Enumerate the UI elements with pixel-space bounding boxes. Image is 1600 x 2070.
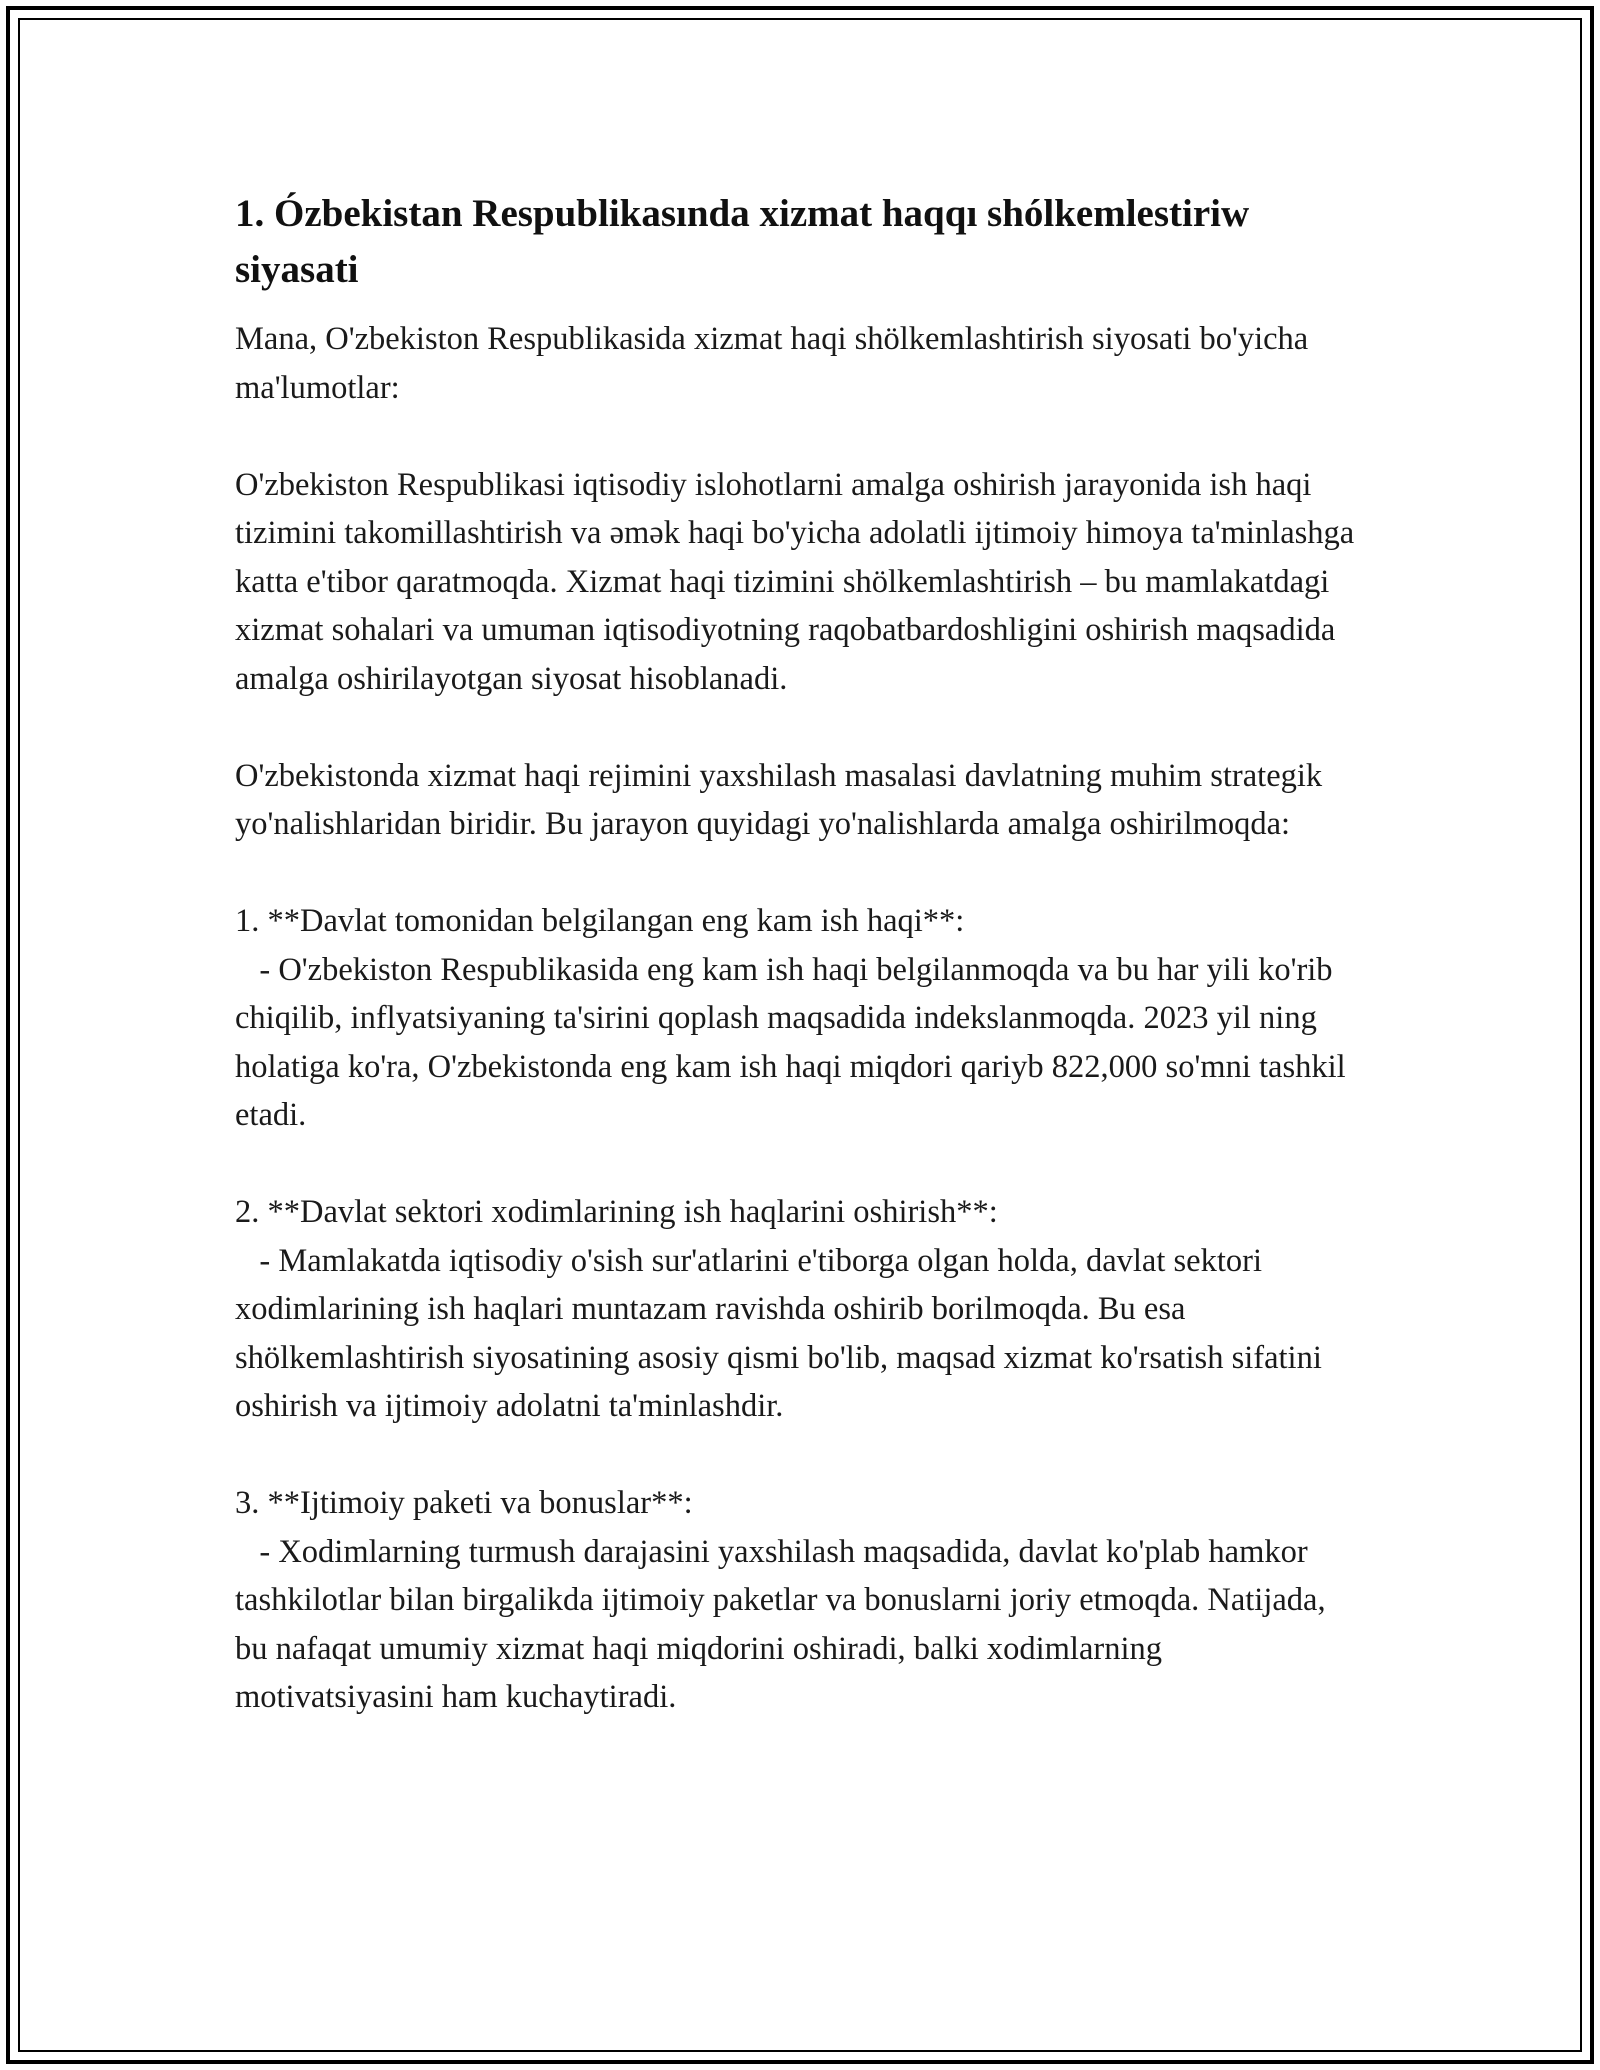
body-paragraph-1: O'zbekiston Respublikasi iqtisodiy islohotlarni amalga oshirish jarayonida ish haqi tizimini takomillashtirish va əmək haqi bo'yicha adolatli ijtimoiy himoya ta'minlashga katta e'tibor qaratmoqda. Xizmat haqi tizimini shölkemlashtirish – bu mamlakatdagi xizmat sohalari va umuman iqtisodiyotning raqobatbardoshligini oshirish maqsadida amalga oshirilayotgan siyosat hisoblanadi. — [235, 466, 1355, 697]
list-item-heading: 2. **Davlat sektori xodimlarining ish haqlarini oshirish**: — [235, 1194, 998, 1230]
paragraph-spacer — [235, 412, 1365, 461]
list-item-body-text: - Xodimlarning turmush darajasini yaxshilash maqsadida, davlat ko'plab hamkor tashkilotlar bilan birgalikda ijtimoiy paketlar va bonuslarni joriy etmoqda. Natijada, bu nafaqat umumiy xizmat haqi miqdorini oshiradi, balki xodimlarning motivatsiyasini ham kuchaytiradi. — [235, 1533, 1326, 1715]
list-item-body — [235, 946, 1365, 1140]
intro-paragraph: Mana, O'zbekiston Respublikasida xizmat haqi shölkemlashtirish siyosati bo'yicha ma'lumotlar: — [235, 321, 1309, 406]
list-item-1 — [235, 897, 1365, 1140]
list-item-3 — [235, 1479, 1365, 1722]
list-item-heading: 3. **Ijtimoiy paketi va bonuslar**: — [235, 1485, 693, 1521]
list-item-body-text: - O'zbekiston Respublikasida eng kam ish haqi belgilanmoqda va bu har yili ko'rib chiqilib, inflyatsiyaning ta'sirini qoplash maqsadida indekslanmoqda. 2023 yil ning holatiga ko'ra, O'zbekistonda eng kam ish haqi miqdori qariyb 822,000 so'mni tashkil etadi. — [235, 951, 1346, 1133]
paragraph-spacer — [235, 849, 1365, 898]
list-item-body — [235, 1237, 1365, 1431]
body-paragraph-2: O'zbekistonda xizmat haqi rejimini yaxshilash masalasi davlatning muhim strategik yo'nalishlaridan biridir. Bu jarayon quyidagi yo'nalishlarda amalga oshirilmoqda: — [235, 757, 1323, 842]
paragraph-spacer — [235, 1431, 1365, 1480]
list-item-body-text: - Mamlakatda iqtisodiy o'sish sur'atlarini e'tiborga olgan holda, davlat sektori xodimlarining ish haqlari muntazam ravishda oshirib borilmoqda. Bu esa shölkemlashtirish siyosatining asosiy qismi bo'lib, maqsad xizmat ko'rsatish sifatini oshirish va ijtimoiy adolatni ta'minlashdir. — [235, 1242, 1322, 1424]
document-title: 1. Ózbekistan Respublikasında xizmat haqqı shólkemlestiriw siyasati — [235, 192, 1250, 291]
list-item-heading: 1. **Davlat tomonidan belgilangan eng kam ish haqi**: — [235, 903, 965, 939]
document-content — [235, 186, 1365, 1722]
paragraph-spacer — [235, 1140, 1365, 1189]
list-item-body — [235, 1528, 1365, 1722]
paragraph-spacer — [235, 703, 1365, 752]
list-item-2 — [235, 1188, 1365, 1431]
